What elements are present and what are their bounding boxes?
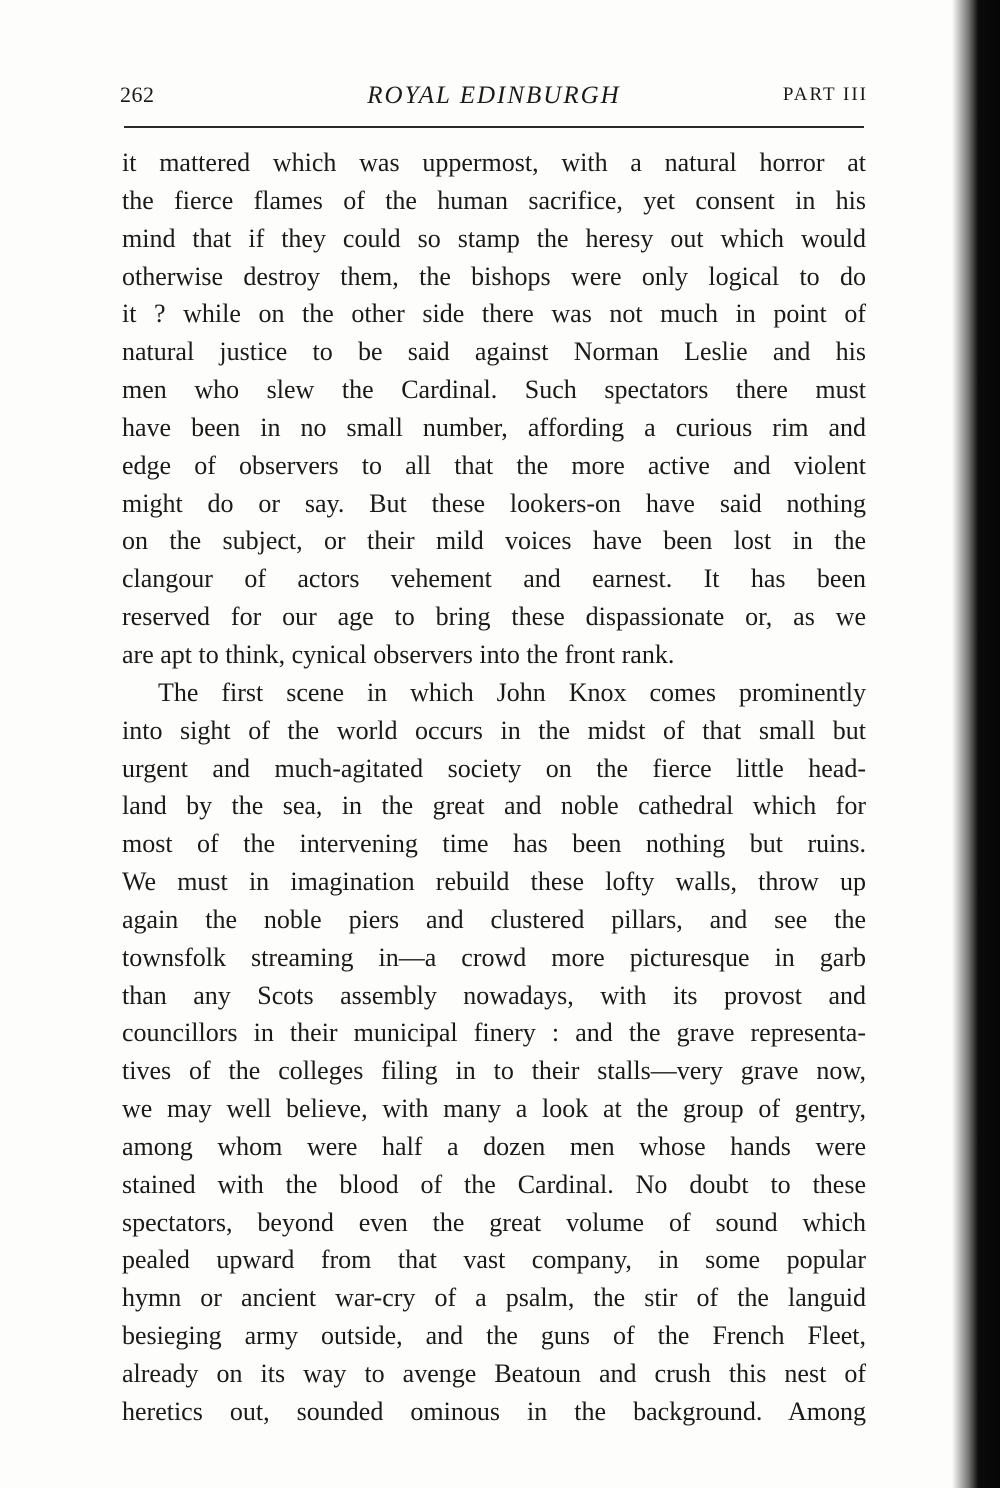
text-line: might do or say. But these lookers-on have said nothing [122, 488, 866, 518]
text-line: spectators, beyond even the great volume of sound which [122, 1207, 866, 1237]
text-line: urgent and much-agitated society on the fierce little head- [122, 753, 866, 783]
text-line: otherwise destroy them, the bishops were only logical to do [122, 261, 866, 291]
text-line: pealed upward from that vast company, in some popular [122, 1245, 866, 1275]
text-line: heretics out, sounded ominous in the background. Among [122, 1396, 866, 1426]
text-line: land by the sea, in the great and noble cathedral which for [122, 791, 866, 821]
text-line: most of the intervening time has been nothing but ruins. [122, 829, 866, 859]
paragraph-start-line: The first scene in which John Knox comes prominently [158, 677, 866, 707]
text-line: on the subject, or their mild voices have been lost in the [122, 526, 866, 556]
page-number: 262 [120, 82, 155, 107]
text-line: we may well believe, with many a look at the group of gentry, [122, 1094, 866, 1124]
paragraph-end-line: are apt to think, cynical observers into the front rank. [122, 639, 675, 669]
text-line: clangour of actors vehement and earnest. It has been [122, 564, 866, 594]
binding-shadow [952, 0, 1000, 1488]
body-text [122, 144, 866, 1431]
text-line: besieging army outside, and the guns of the French Fleet, [122, 1321, 866, 1351]
text-line: again the noble piers and clustered pillars, and see the [122, 904, 866, 934]
text-line: hymn or ancient war-cry of a psalm, the stir of the languid [122, 1283, 866, 1313]
text-line: reserved for our age to bring these dispassionate or, as we [122, 602, 866, 632]
text-line: stained with the blood of the Cardinal. No doubt to these [122, 1169, 866, 1199]
text-line: it ? while on the other side there was not much in point of [122, 299, 866, 329]
text-line: natural justice to be said against Norman Leslie and his [122, 337, 866, 367]
running-title: ROYAL EDINBURGH [367, 82, 621, 109]
text-line: mind that if they could so stamp the heresy out which would [122, 223, 866, 253]
text-line: councillors in their municipal finery : and the grave representa- [122, 1018, 866, 1048]
text-line: among whom were half a dozen men whose hands were [122, 1131, 866, 1161]
text-line: the fierce flames of the human sacrifice, yet consent in his [122, 185, 866, 215]
text-line: it mattered which was uppermost, with a natural horror at [122, 148, 866, 177]
page-header [120, 82, 868, 116]
text-line: have been in no small number, affording a curious rim and [122, 412, 866, 442]
text-line: than any Scots assembly nowadays, with its provost and [122, 980, 866, 1010]
text-line: edge of observers to all that the more active and violent [122, 450, 866, 480]
text-line: tives of the colleges filing in to their stalls—very grave now, [122, 1056, 866, 1086]
part-label: PART III [782, 84, 868, 105]
text-line: already on its way to avenge Beatoun and crush this nest of [122, 1359, 866, 1388]
text-line: into sight of the world occurs in the midst of that small but [122, 715, 866, 745]
header-rule [124, 126, 864, 128]
text-line: townsfolk streaming in—a crowd more picturesque in garb [122, 942, 866, 972]
text-line: We must in imagination rebuild these lofty walls, throw up [122, 867, 866, 897]
text-line: men who slew the Cardinal. Such spectators there must [122, 375, 866, 405]
